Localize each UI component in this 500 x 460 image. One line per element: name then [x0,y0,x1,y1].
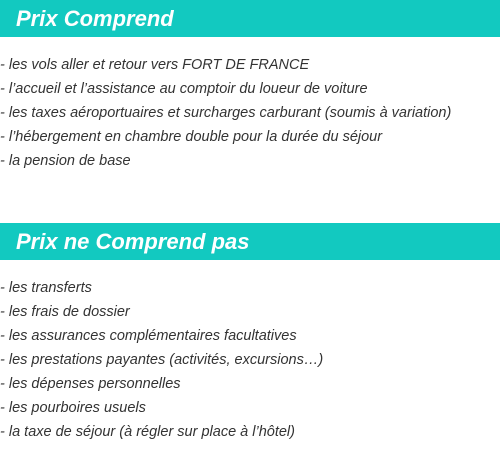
price-includes-list [0,55,451,175]
price-excludes-list [0,278,323,446]
list-item: - les transferts [0,280,92,296]
list-item: - les frais de dossier [0,304,130,320]
price-excludes-title: Prix ne Comprend pas [16,228,250,254]
list-item: - la taxe de séjour (à régler sur place à l’hôtel) [0,424,295,440]
price-includes-title: Prix Comprend [16,5,174,31]
price-includes-header [0,0,500,37]
list-item: - la pension de base [0,153,131,169]
list-item: - les taxes aéroportuaires et surcharges carburant (soumis à variation) [0,105,452,121]
list-item: - les dépenses personnelles [0,376,181,392]
list-item: - les vols aller et retour vers FORT DE FRANCE [0,57,310,73]
list-item: - les prestations payantes (activités, excursions…) [0,352,324,368]
list-item: - l’accueil et l’assistance au comptoir du loueur de voiture [0,81,368,97]
price-excludes-header [0,223,500,260]
list-item: - les pourboires usuels [0,400,146,416]
list-item: - l’hébergement en chambre double pour la durée du séjour [0,129,383,145]
list-item: - les assurances complémentaires facultatives [0,328,297,344]
